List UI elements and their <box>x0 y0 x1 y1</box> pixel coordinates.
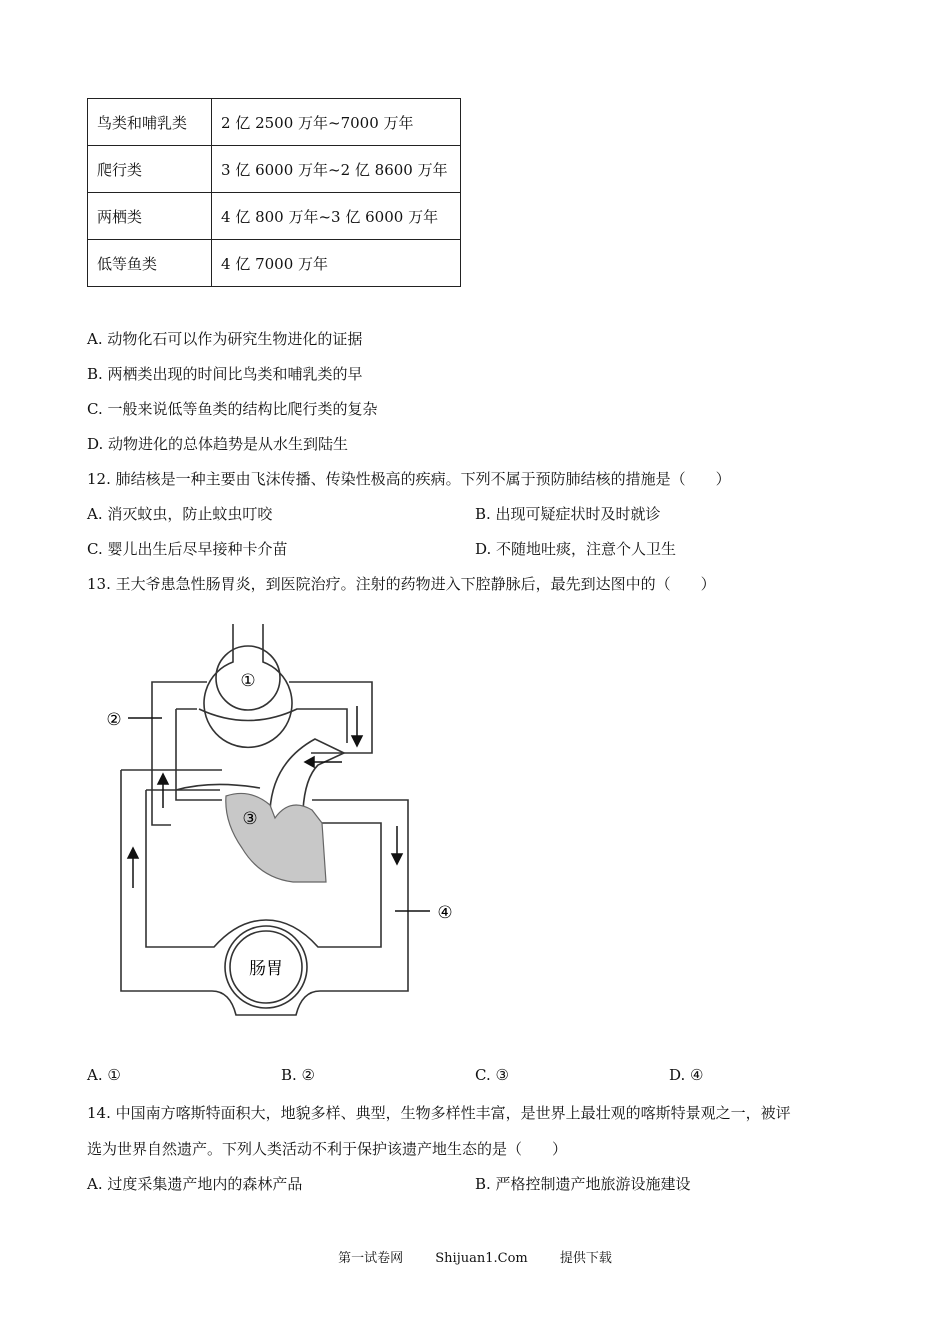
q12-option-d: D. 不随地吐痰，注意个人卫生 <box>475 540 677 558</box>
arrow-down-icon <box>352 736 362 746</box>
q13-option-a: A. ① <box>87 1066 121 1084</box>
circulation-diagram <box>100 620 465 1030</box>
q12-option-b: B. 出现可疑症状时及时就诊 <box>475 505 661 523</box>
arrow-up-icon <box>158 774 168 784</box>
evolution-era-table <box>87 98 461 287</box>
table-cell: 2 亿 2500 万年~7000 万年 <box>212 99 461 146</box>
table-cell: 4 亿 800 万年~3 亿 6000 万年 <box>212 193 461 240</box>
arrow-down-icon <box>392 854 402 864</box>
footer-site: 第一试卷网 <box>338 1251 404 1266</box>
label-2: ② <box>106 710 122 730</box>
q14-option-a: A. 过度采集遗产地内的森林产品 <box>87 1175 303 1193</box>
table-cell: 低等鱼类 <box>88 240 212 287</box>
pulmonary-loop-left <box>152 682 207 825</box>
table-row <box>88 146 461 193</box>
q13-stem: 13. 王大爷患急性肠胃炎，到医院治疗。注射的药物进入下腔静脉后，最先到达图中的（ ） <box>87 575 716 593</box>
q12-stem: 12. 肺结核是一种主要由飞沫传播、传染性极高的疾病。下列不属于预防肺结核的措施是（ ） <box>87 470 731 488</box>
label-4: ④ <box>437 903 453 923</box>
q12-option-a: A. 消灭蚊虫，防止蚊虫叮咬 <box>87 505 273 523</box>
label-3: ③ <box>242 809 258 829</box>
footer-note: 提供下载 <box>559 1251 612 1266</box>
table-cell: 两栖类 <box>88 193 212 240</box>
table-row <box>88 99 461 146</box>
table-cell: 鸟类和哺乳类 <box>88 99 212 146</box>
q13-option-b: B. ② <box>281 1066 316 1084</box>
table-cell: 爬行类 <box>88 146 212 193</box>
q11-option-d: D. 动物进化的总体趋势是从水生到陆生 <box>87 435 349 453</box>
arrow-up-icon <box>128 848 138 858</box>
q12-option-c: C. 婴儿出生后尽早接种卡介苗 <box>87 540 288 558</box>
q14-stem-line2: 选为世界自然遗产。下列人类活动不利于保护该遗产地生态的是（ ） <box>87 1140 568 1158</box>
table-row <box>88 240 461 287</box>
page-footer <box>0 1247 950 1266</box>
q11-option-c: C. 一般来说低等鱼类的结构比爬行类的复杂 <box>87 400 378 418</box>
label-1: ① <box>240 671 256 691</box>
table-cell: 3 亿 6000 万年~2 亿 8600 万年 <box>212 146 461 193</box>
heart-shape <box>226 793 326 882</box>
q13-option-c: C. ③ <box>475 1066 509 1084</box>
q14-stem-line1: 14. 中国南方喀斯特面积大，地貌多样、典型，生物多样性丰富，是世界上最壮观的喀斯特景观之一，被评 <box>87 1104 791 1122</box>
q11-option-b: B. 两栖类出现的时间比鸟类和哺乳类的早 <box>87 365 363 383</box>
table-cell: 4 亿 7000 万年 <box>212 240 461 287</box>
q13-option-d: D. ④ <box>669 1066 704 1084</box>
table-row <box>88 193 461 240</box>
organ-label: 肠胃 <box>249 959 283 979</box>
q11-option-a: A. 动物化石可以作为研究生物进化的证据 <box>87 330 363 348</box>
q14-option-b: B. 严格控制遗产地旅游设施建设 <box>475 1175 691 1193</box>
footer-url[interactable]: Shijuan1.Com <box>435 1251 528 1266</box>
arrow-left-icon <box>305 757 314 767</box>
